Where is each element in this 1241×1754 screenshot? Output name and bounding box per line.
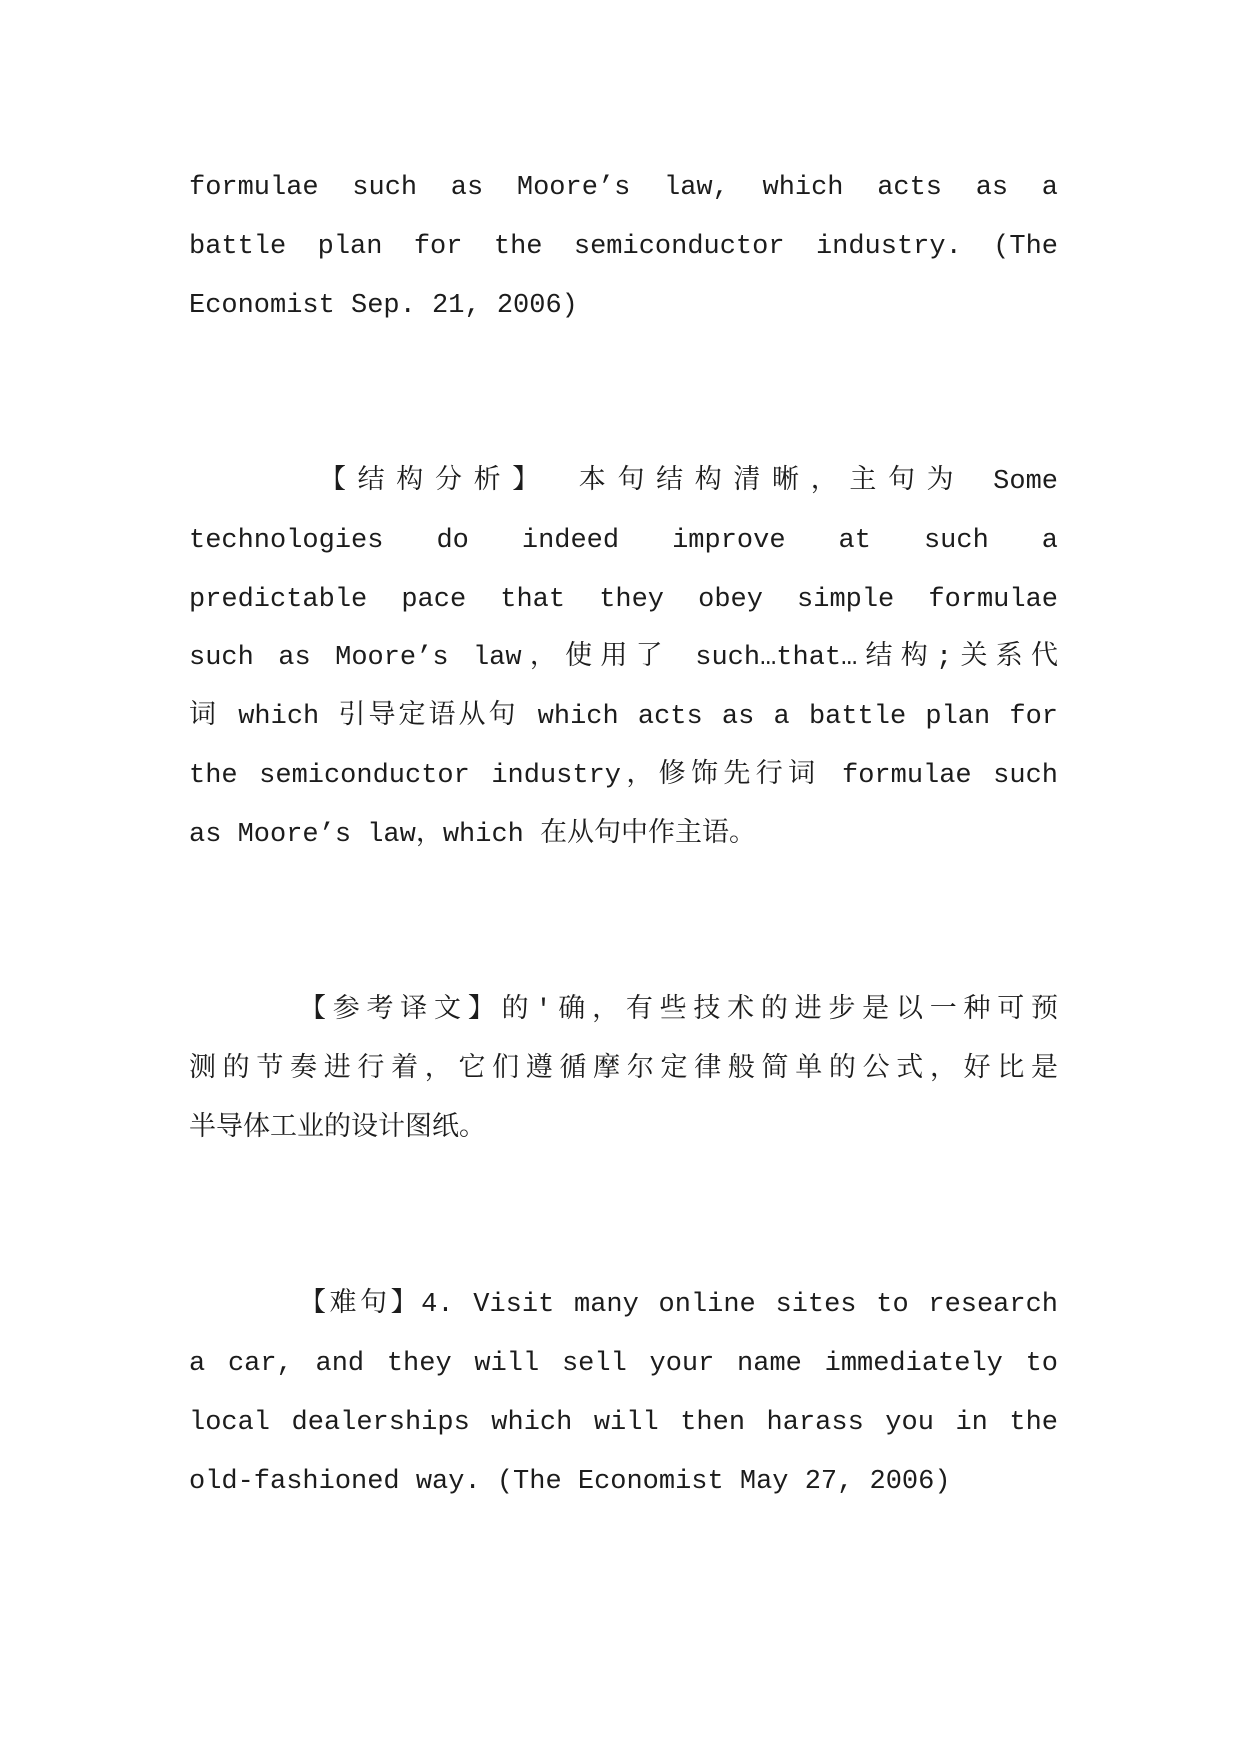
text-line: old-fashioned way. (The Economist May 27, 2006)	[189, 1466, 951, 1497]
text-line: a car, and they will sell your name immediately to	[189, 1348, 1058, 1379]
difficult-sentence-paragraph	[189, 1276, 1058, 1511]
text-line: Economist Sep. 21, 2006)	[189, 290, 578, 321]
text-line: 词 which 引导定语从句 which acts as a battle plan for	[189, 702, 1058, 733]
text-line: such as Moore’s law，使用了 such…that…结构;关系代	[189, 643, 1058, 674]
text-line: formulae such as Moore’s law, which acts as a	[189, 173, 1058, 203]
text-line: 【难句】4. Visit many online sites to research	[299, 1290, 1058, 1321]
text-line: as Moore’s law，which 在从句中作主语。	[189, 819, 757, 850]
reference-translation-paragraph	[189, 982, 1058, 1158]
text-line: 【参考译文】的'确，有些技术的进步是以一种可预	[299, 996, 1058, 1027]
text-line: local dealerships which will then harass you in the	[189, 1407, 1058, 1438]
paragraph-continuation	[189, 159, 1058, 335]
text-line: predictable pace that they obey simple formulae	[189, 584, 1058, 615]
text-line: 【结构分析】 本句结构清晰，主句为 Some	[319, 466, 1058, 497]
text-line: 测的节奏进行着，它们遵循摩尔定律般简单的公式，好比是	[189, 1054, 1058, 1085]
document-body	[189, 159, 1058, 1511]
text-line: the semiconductor industry，修饰先行词 formulae such	[189, 760, 1058, 791]
text-line: battle plan for the semiconductor industry. (The	[189, 231, 1058, 262]
text-line: 半导体工业的设计图纸。	[189, 1113, 486, 1144]
text-line: technologies do indeed improve at such a	[189, 525, 1058, 556]
structure-analysis-paragraph	[189, 453, 1058, 865]
